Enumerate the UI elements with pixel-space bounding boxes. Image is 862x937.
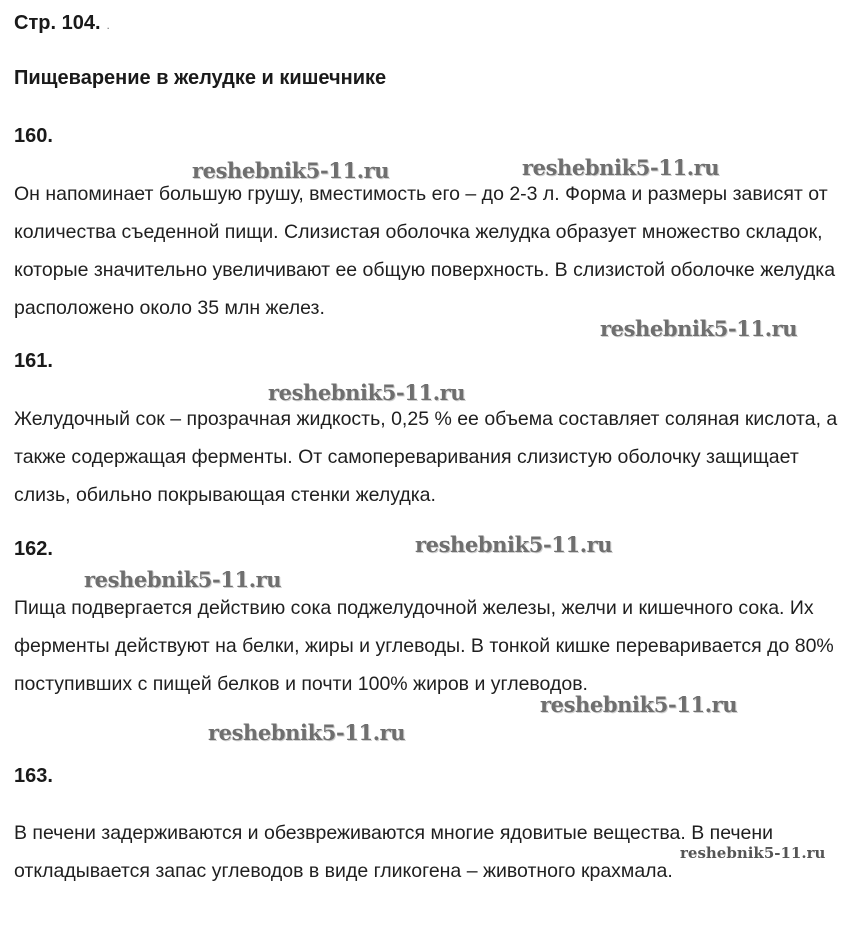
watermark: reshebnik5-11.ru: [540, 692, 738, 717]
task-number-163: 163.: [14, 765, 53, 787]
watermark: reshebnik5-11.ru: [268, 380, 466, 405]
watermark: reshebnik5-11.ru: [415, 532, 613, 557]
page-number-label: Стр. 104.: [14, 12, 101, 34]
watermark: reshebnik5-11.ru: [84, 567, 282, 592]
task-number-161: 161.: [14, 350, 53, 372]
task-number-160: 160.: [14, 125, 53, 147]
task-text-162: Пища подвергается действию сока поджелудочной железы, желчи и кишечного сока. Их ферменты действуют на белки, жиры и углеводы. В тонкой кишке переваривается до 80% поступивших с пищей белков и почти 100% жиров и углеводов.: [14, 597, 834, 695]
task-text-160: Он напоминает большую грушу, вместимость его – до 2-3 л. Форма и размеры зависят от количества съеденной пищи. Слизистая оболочка желудка образует множество складок, которые значительно увеличивают ее общую поверхность. В слизистой оболочке желудка расположено около 35 млн желез.: [14, 183, 836, 319]
watermark: reshebnik5-11.ru: [522, 155, 720, 180]
section-title: Пищеварение в желудке и кишечнике: [14, 67, 387, 89]
watermark: reshebnik5-11.ru: [680, 844, 826, 862]
task-text-161: Желудочный сок – прозрачная жидкость, 0,25 % ее объема составляет соляная кислота, а также содержащая ферменты. От самопереваривания слизистую оболочку защищает слизь, обильно покрывающая стенки желудка.: [14, 408, 838, 506]
watermark: reshebnik5-11.ru: [192, 158, 390, 183]
task-number-162: 162.: [14, 538, 53, 560]
watermark: reshebnik5-11.ru: [600, 316, 798, 341]
watermark: reshebnik5-11.ru: [208, 720, 406, 745]
task-text-163: В печени задерживаются и обезвреживаются многие ядовитые вещества. В печени откладывается запас углеводов в виде гликогена – животного крахмала.: [14, 822, 774, 882]
tick-mark: .: [106, 18, 110, 32]
page-header: [14, 12, 110, 35]
